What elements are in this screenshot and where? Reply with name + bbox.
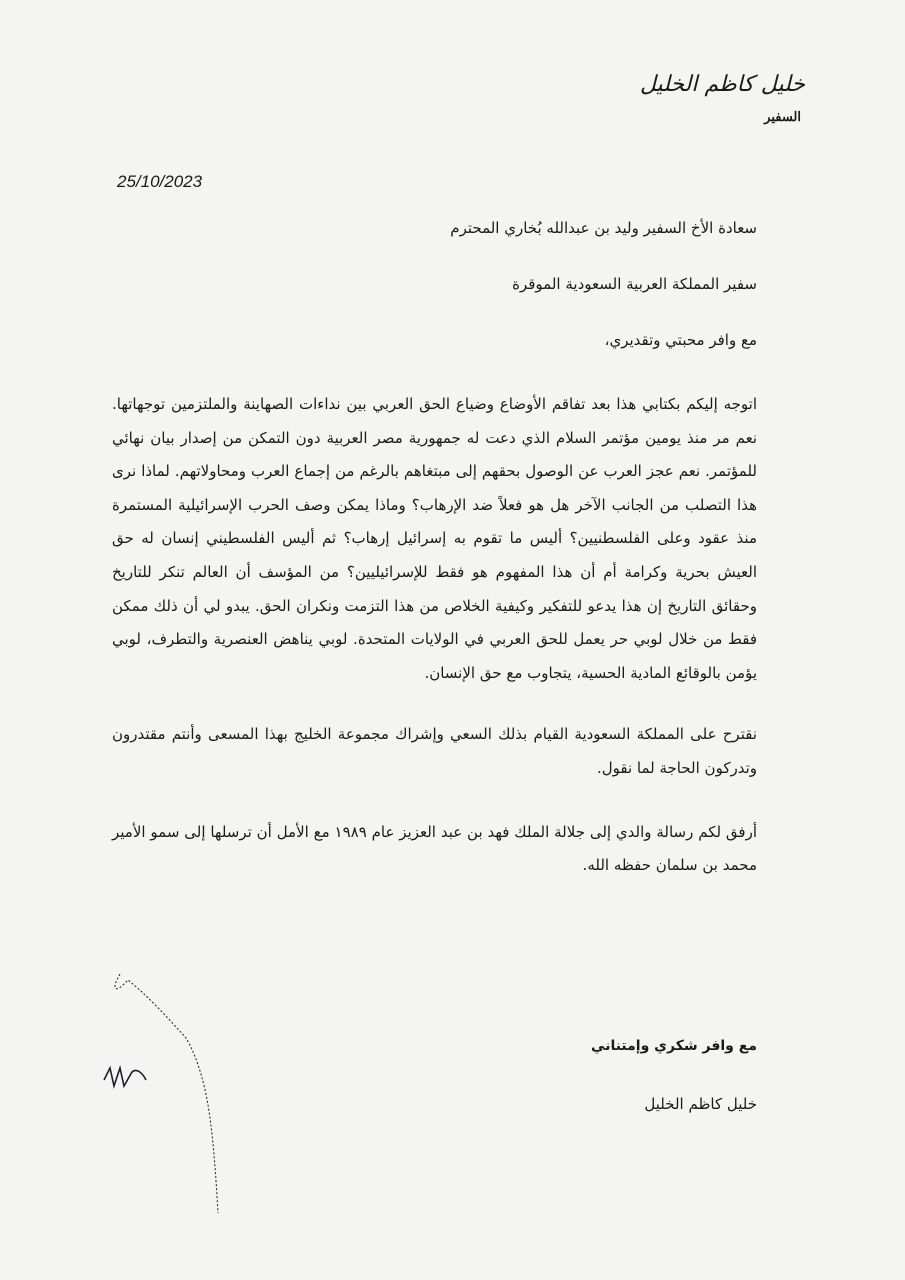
letterhead-title: السفير [764, 110, 801, 125]
recipient-line-1: سعادة الأخ السفير وليد بن عبدالله بُخاري المحترم [450, 219, 757, 237]
letterhead-name: خليل كاظم الخليل [639, 72, 805, 97]
paragraph-1: اتوجه إليكم بكتابي هذا بعد تفاقم الأوضاع وضياع الحق العربي بين نداءات الصهاينة والملتزمين توجهاتها. نعم مر منذ يومين مؤتمر السلام الذي دعت له جمهورية مصر العربية دون التمكن من إصدار بيان نهائي للمؤتمر. نعم عجز العرب عن الوصول بحقهم إلى مبتغاهم بالرغم من إجماع العرب ومحاولاتهم. لماذا نرى هذا التصلب من الجانب الآخر هل هو فعلاً ضد الإرهاب؟ وماذا يمكن وصف الحرب الإسرائيلية المستمرة منذ عقود وعلى الفلسطنيين؟ أليس ما تقوم به إسرائيل إرهاب؟ ثم أليس الفلسطيني إنسان له حق العيش بحرية وكرامة أم أن هذا المفهوم هو فقط للإسرائيليين؟ من المؤسف أن العالم تنكر للتاريخ وحقائق التاريخ إن هذا يدعو للتفكير وكيفية الخلاص من هذا التزمت ونكران الحق. يبدو لي أن ذلك ممكن فقط من خلال لوبي حر يعمل للحق العربي في الولايات المتحدة. لوبي يناهض العنصرية والتطرف، لوبي يؤمن بالوقائع المادية الحسية، يتجاوب مع حق الإنسان. [112, 395, 757, 682]
paragraph-3: أرفق لكم رسالة والدي إلى جلالة الملك فهد بن عبد العزيز عام ١٩٨٩ مع الأمل أن ترسلها إلى سمو الأمير محمد بن سلمان حفظه الله. [112, 822, 757, 875]
signer-name: خليل كاظم الخليل [644, 1095, 757, 1113]
recipient-line-2: سفير المملكة العربية السعودية الموقرة [512, 275, 757, 293]
closing-line: مع وافر شكري وإمتناني [591, 1038, 757, 1054]
greeting: مع وافر محبتي وتقديري، [604, 331, 757, 349]
paragraph-2: نقترح على المملكة السعودية القيام بذلك السعي وإشراك مجموعة الخليج بهذا المسعى وأنتم مقتدرون وتدركون الحاجة لما نقول. [112, 725, 757, 777]
letter-date: 25/10/2023 [117, 172, 203, 191]
letterhead [605, 70, 805, 125]
signature-pen-stroke [98, 968, 258, 1218]
letter-body [112, 213, 757, 898]
